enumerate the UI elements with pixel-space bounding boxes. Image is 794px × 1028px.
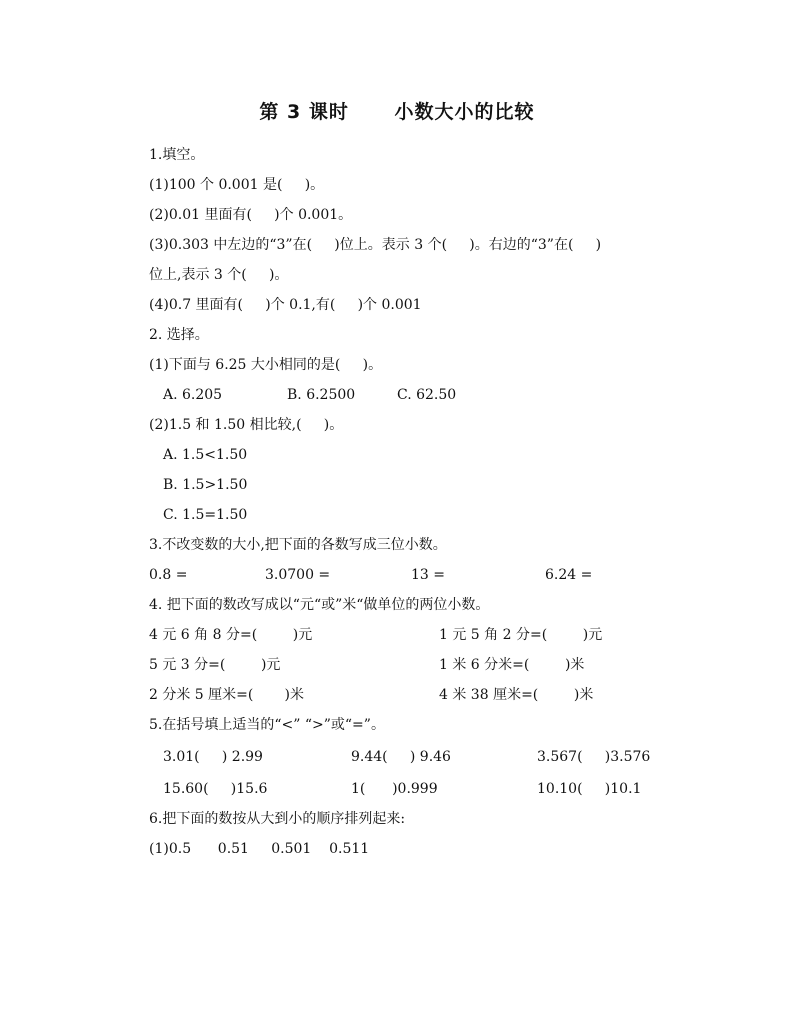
section-4-item: 2 分米 5 厘米=( )米 — [149, 687, 304, 703]
section-4-item: 5 元 3 分=( )元 — [149, 657, 281, 673]
section-1-question-2: (2)0.01 里面有( )个 0.001。 — [149, 207, 353, 223]
section-2-question-2-option-a: A. 1.5<1.50 — [163, 447, 248, 463]
section-2-question-1: (1)下面与 6.25 大小相同的是( )。 — [149, 357, 383, 373]
section-5-row — [149, 742, 709, 772]
section-5-item: 1( )0.999 — [351, 781, 438, 797]
section-1-question-3-line-1: (3)0.303 中左边的“3”在( )位上。表示 3 个( )。右边的“3”在( ) — [149, 237, 602, 253]
section-5-item: 3.567( )3.576 — [537, 749, 651, 765]
section-3-items — [149, 560, 709, 590]
section-5-item: 9.44( ) 9.46 — [351, 749, 451, 765]
option-c: C. 62.50 — [397, 387, 457, 403]
section-2-question-2: (2)1.5 和 1.50 相比较,( )。 — [149, 417, 344, 433]
section-2-heading: 2. 选择。 — [149, 327, 209, 343]
section-2-question-2-option-c: C. 1.5=1.50 — [163, 507, 248, 523]
section-5-row — [149, 774, 709, 804]
section-6-question-1: (1)0.5 0.51 0.501 0.511 — [149, 841, 370, 857]
section-2-question-1-options — [149, 380, 709, 410]
section-4-item: 4 元 6 角 8 分=( )元 — [149, 627, 313, 643]
section-3-heading: 3.不改变数的大小,把下面的各数写成三位小数。 — [149, 537, 447, 553]
section-2-question-2-option-b: B. 1.5>1.50 — [163, 477, 248, 493]
section-1-question-1: (1)100 个 0.001 是( )。 — [149, 177, 325, 193]
section-6-heading: 6.把下面的数按从大到小的顺序排列起来: — [149, 811, 406, 827]
section-5-item: 3.01( ) 2.99 — [163, 749, 263, 765]
section-3-item: 6.24 = — [545, 567, 593, 583]
page-title: 第 3 课时 小数大小的比较 — [259, 101, 535, 123]
section-5-heading: 5.在括号填上适当的“<” “>”或“=”。 — [149, 717, 385, 733]
option-a: A. 6.205 — [163, 387, 223, 403]
option-b: B. 6.2500 — [287, 387, 356, 403]
section-5-item: 10.10( )10.1 — [537, 781, 642, 797]
section-4-item: 4 米 38 厘米=( )米 — [439, 687, 594, 703]
section-4-heading: 4. 把下面的数改写成以“元“或”米“做单位的两位小数。 — [149, 597, 490, 613]
section-4-row — [149, 620, 709, 650]
section-3-item: 0.8 = — [149, 567, 188, 583]
section-1-question-4: (4)0.7 里面有( )个 0.1,有( )个 0.001 — [149, 297, 422, 313]
section-5-item: 15.60( )15.6 — [163, 781, 268, 797]
worksheet-content — [149, 140, 709, 864]
section-3-item: 3.0700 = — [265, 567, 331, 583]
section-1-heading: 1.填空。 — [149, 147, 205, 163]
section-3-item: 13 = — [411, 567, 445, 583]
section-4-item: 1 元 5 角 2 分=( )元 — [439, 627, 603, 643]
section-4-row — [149, 680, 709, 710]
section-4-item: 1 米 6 分米=( )米 — [439, 657, 585, 673]
section-4-row — [149, 650, 709, 680]
section-1-question-3-line-2: 位上,表示 3 个( )。 — [149, 267, 289, 283]
